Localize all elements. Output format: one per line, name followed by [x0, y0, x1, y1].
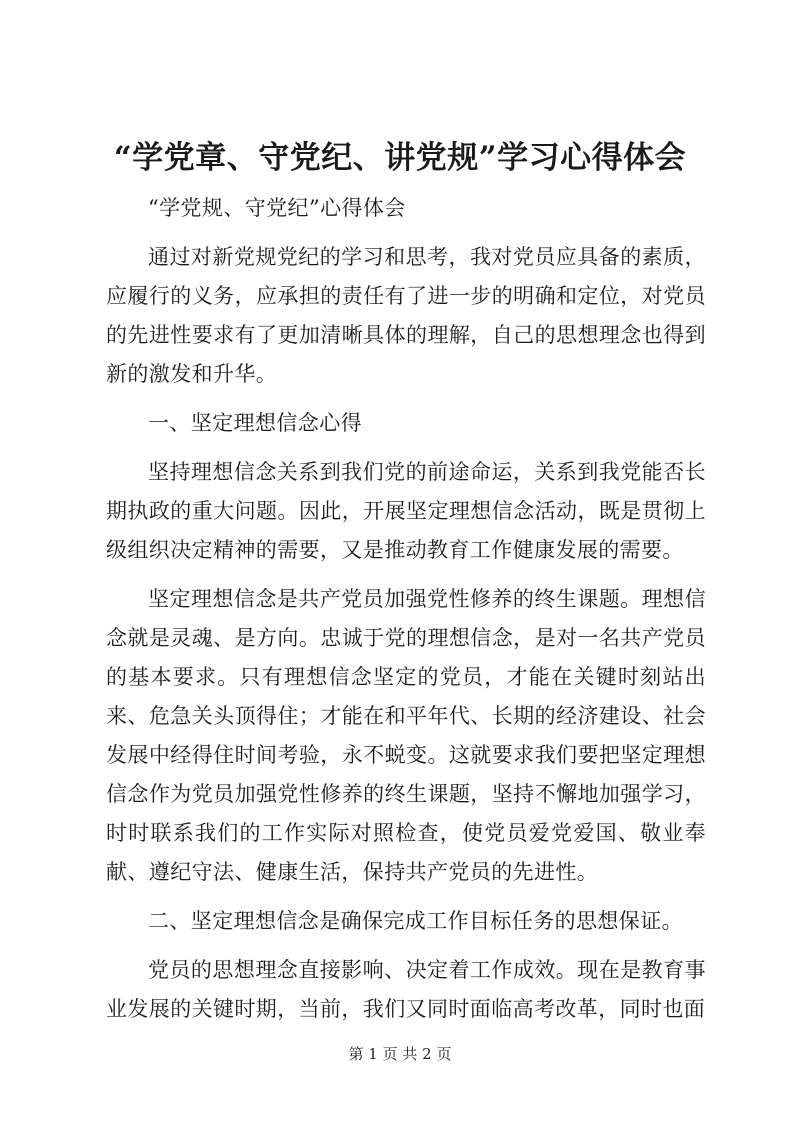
subtitle-paragraph: “学党规、守党纪”心得体会	[148, 196, 406, 220]
body-paragraph: 坚持理想信念关系到我们党的前途命运，关系到我党能否长期执政的重大问题。因此，开展坚定理想信念活动，既是贯彻上级组织决定精神的需要，又是推动教育工作健康发展的需要。	[106, 460, 706, 562]
body-paragraph: 党员的思想理念直接影响、决定着工作成效。现在是教育事业发展的关键时期，当前，我们又同时面临高考改革，同时也面	[106, 958, 706, 1021]
body-paragraph: 坚定理想信念是共产党员加强党性修养的终生课题。理想信念就是灵魂、是方向。忠诚于党的理想信念，是对一名共产党员的基本要求。只有理想信念坚定的党员，才能在关键时刻站出来、危急关头顶得住；才能在和平年代、长期的经济建设、社会发展中经得住时间考验，永不蜕变。这就要求我们要把坚定理想信念作为党员加强党性修养的终生课题，坚持不懈地加强学习，时时联系我们的工作实际对照检查，使党员爱党爱国、敬业奉献、遵纪守法、健康生活，保持共产党员的先进性。	[106, 587, 706, 884]
document-body	[106, 189, 706, 1039]
intro-paragraph: 通过对新党规党纪的学习和思考，我对党员应具备的素质，应履行的义务，应承担的责任有了进一步的明确和定位，对党员的先进性要求有了更加清晰具体的理解，自己的思想理念也得到新的激发和升华。	[106, 245, 706, 386]
section-heading-2: 二、坚定理想信念是确保完成工作目标任务的思想保证。	[148, 909, 683, 933]
section-heading-1: 一、坚定理想信念心得	[148, 411, 362, 435]
page-number-footer: 第 1 页 共 2 页	[348, 1045, 452, 1063]
document-title: “学党章、守党纪、讲党规”学习心得体会	[113, 140, 687, 176]
